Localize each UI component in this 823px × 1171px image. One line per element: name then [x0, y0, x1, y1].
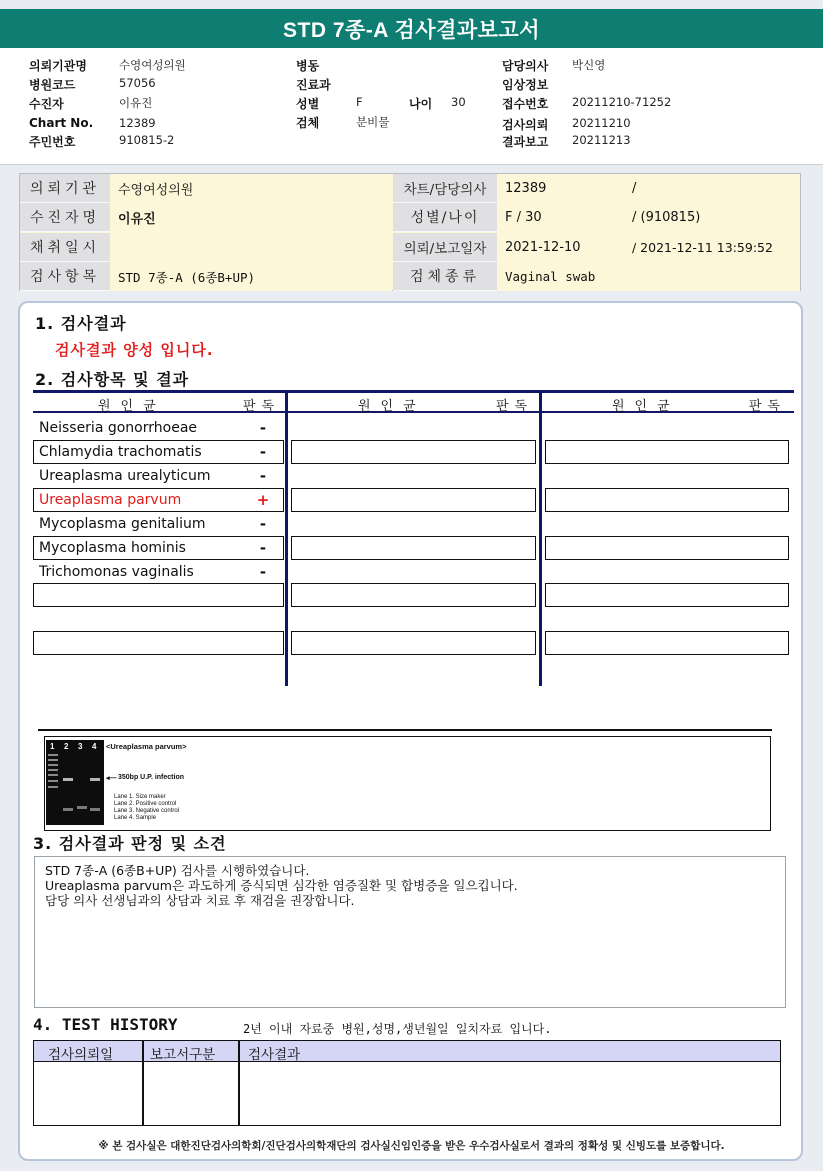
column-header: 판독 [243, 399, 281, 414]
empty-result-box [545, 536, 789, 560]
organism-result: - [259, 443, 267, 461]
organism-result: - [259, 539, 267, 557]
gel-arrow-icon: ◂— [106, 775, 117, 782]
column-header: 판독 [496, 399, 534, 414]
header-label: 병동 [296, 59, 320, 73]
organism-name: Mycoplasma hominis [39, 540, 186, 556]
opinion-line: STD 7종-A (6종B+UP) 검사를 시행하였습니다. [45, 863, 310, 878]
column-header: 원인균 [358, 399, 426, 414]
section-title: 2. 검사항목 및 결과 [35, 370, 190, 389]
header-value: 20211210 [572, 116, 631, 130]
organism-row [33, 512, 283, 536]
info-value: F / 30 [497, 203, 624, 232]
empty-result-box [33, 583, 284, 607]
organism-row-positive [33, 488, 284, 512]
info-label: 검체종류 [393, 262, 497, 291]
opinion-box [34, 856, 786, 1008]
info-value: / 2021-12-11 13:59:52 [624, 233, 800, 262]
info-value: Vaginal swab [497, 262, 800, 291]
gel-electrophoresis-image [46, 740, 104, 825]
header-label: 결과보고 [502, 135, 549, 149]
organism-result: - [259, 515, 267, 533]
organism-name: Trichomonas vaginalis [39, 564, 194, 580]
header-value: 이유진 [119, 96, 153, 110]
empty-result-box [545, 583, 789, 607]
history-column-header: 검사의뢰일 [48, 1047, 114, 1063]
gel-arrow-note: 350bp U.P. infection [118, 774, 184, 781]
gel-lane-label: 4 [92, 742, 97, 751]
organism-result: - [259, 419, 267, 437]
header-label: 나이 [409, 97, 433, 111]
empty-result-box [545, 440, 789, 464]
header-value: 분비물 [356, 115, 390, 129]
result-summary: 검사결과 양성 입니다. [55, 341, 214, 359]
organism-name: Neisseria gonorrhoeae [39, 420, 198, 436]
gel-legend: Lane 3. Negative control [114, 808, 180, 814]
organism-name: Ureaplasma urealyticum [39, 468, 211, 484]
history-table-header [34, 1041, 780, 1062]
info-label: 검사항목 [20, 262, 110, 291]
organism-row [33, 416, 283, 440]
section-title: 4. TEST HISTORY [33, 1015, 178, 1034]
organism-row [33, 440, 284, 464]
gel-bands [46, 740, 104, 825]
header-label: 의뢰기관명 [29, 59, 87, 73]
header-value: 박신영 [572, 58, 606, 72]
divider [33, 390, 794, 393]
gel-legend: Lane 4. Sample [114, 815, 157, 821]
info-value: / (910815) [624, 203, 800, 232]
header-label: 검체 [296, 116, 320, 130]
info-label: 수진자명 [20, 203, 110, 232]
header-label: 임상정보 [502, 78, 549, 92]
header-label: 진료과 [296, 78, 331, 92]
organism-name: Mycoplasma genitalium [39, 516, 206, 532]
info-value [110, 233, 392, 262]
history-column-header: 보고서구분 [150, 1047, 216, 1063]
info-label: 의뢰기관 [20, 174, 110, 203]
organism-result: - [259, 563, 267, 581]
info-label: 의뢰/보고일자 [393, 233, 497, 262]
column-divider [539, 390, 542, 686]
column-divider [238, 1041, 240, 1125]
empty-result-box [545, 488, 789, 512]
header-label: Chart No. [29, 116, 94, 130]
empty-result-box [545, 631, 789, 655]
header-label: 병원코드 [29, 78, 76, 92]
header-value: 20211210-71252 [572, 95, 672, 109]
history-note: 2년 이내 자료중 병원,성명,생년월일 일치자료 입니다. [243, 1022, 552, 1036]
info-value: 2021-12-10 [497, 233, 624, 262]
header-value: 910815-2 [119, 133, 175, 147]
gel-lane-label: 2 [64, 742, 69, 751]
header-label: 주민번호 [29, 135, 76, 149]
column-divider [142, 1041, 144, 1125]
organism-row [33, 560, 283, 584]
empty-result-box [291, 488, 536, 512]
header-value: 12389 [119, 116, 156, 130]
organism-row [33, 536, 284, 560]
empty-result-box [33, 631, 284, 655]
info-value: 12389 [497, 174, 624, 203]
history-column-header: 검사결과 [248, 1047, 301, 1063]
header-value: 57056 [119, 76, 156, 90]
certification-note: ※ 본 검사실은 대한진단검사의학회/진단검사의학재단의 검사실신임인증을 받은 우수검사실로서 결과의 정확성 및 신빙도를 보증합니다. [98, 1140, 725, 1152]
info-value: STD 7종-A (6종B+UP) [110, 262, 392, 291]
section-title: 3. 검사결과 판정 및 소견 [33, 834, 227, 853]
gel-lane-label: 1 [50, 742, 55, 751]
organism-name: Ureaplasma parvum [39, 492, 182, 508]
header-label: 담당의사 [502, 59, 549, 73]
header-label: 접수번호 [502, 97, 549, 111]
opinion-line: Ureaplasma parvum은 과도하게 증식되면 심각한 염증질환 및 합병증을 일으킵니다. [45, 878, 518, 893]
column-header: 원인균 [612, 399, 680, 414]
opinion-line: 담당 의사 선생님과의 상담과 치료 후 재검을 권장합니다. [45, 893, 355, 908]
organism-result: + [256, 491, 270, 509]
gel-caption: <Ureaplasma parvum> [106, 742, 187, 751]
empty-result-box [291, 440, 536, 464]
header-label: 수진자 [29, 97, 64, 111]
info-label: 채취일시 [20, 233, 110, 262]
organism-row [33, 464, 283, 488]
patient-info-grid [19, 173, 801, 291]
header-label: 성별 [296, 97, 320, 111]
empty-result-box [291, 583, 536, 607]
header-value: 수영여성의원 [119, 58, 186, 72]
column-divider [285, 390, 288, 686]
organism-name: Chlamydia trachomatis [39, 444, 202, 460]
header-value: F [356, 95, 363, 109]
empty-result-box [291, 631, 536, 655]
divider [38, 729, 772, 731]
info-label: 성별/나이 [393, 203, 497, 232]
info-value: 수영여성의원 [110, 174, 392, 203]
section-title: 1. 검사결과 [35, 314, 127, 333]
info-value: / [624, 174, 800, 203]
history-table [33, 1040, 781, 1126]
info-value: 이유진 [110, 203, 392, 232]
gel-legend: Lane 2. Positive control [114, 801, 177, 807]
column-header: 원인균 [98, 399, 166, 414]
organism-result: - [259, 467, 267, 485]
header-label: 검사의뢰 [502, 118, 549, 132]
gel-legend: Lane 1. Size maker [114, 794, 166, 800]
report-title: STD 7종-A 검사결과보고서 [0, 9, 823, 48]
empty-result-box [291, 536, 536, 560]
column-header: 판독 [749, 399, 787, 414]
info-label: 차트/담당의사 [393, 174, 497, 203]
header-value: 30 [451, 95, 466, 109]
header-value: 20211213 [572, 133, 631, 147]
gel-lane-label: 3 [78, 742, 83, 751]
